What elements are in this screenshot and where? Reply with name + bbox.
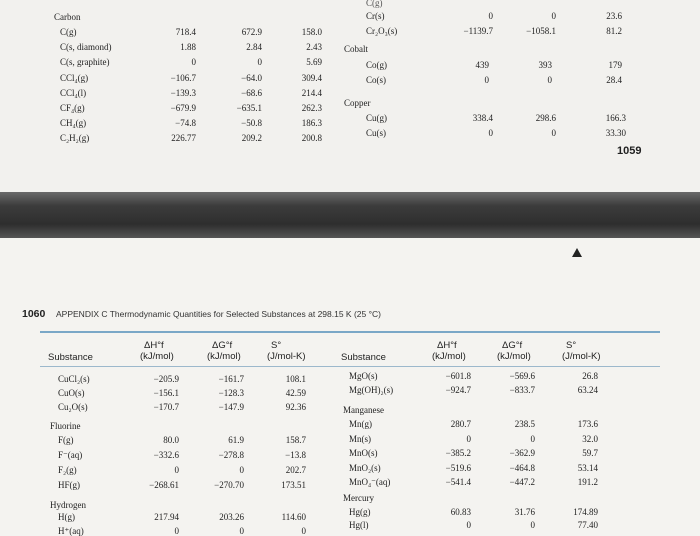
substance-name: Cu₂O(s) [58,402,88,412]
enthalpy-value: 1.88 [180,42,196,53]
gibbs-value: 203.26 [219,512,244,522]
entropy-value: 191.2 [577,477,598,487]
enthalpy-value: −268.61 [149,480,179,490]
entropy-value: 23.6 [606,11,622,21]
gibbs-value: −1058.1 [526,26,556,36]
substance-name: H(g) [58,512,75,522]
substance-name: Cu(s) [366,128,386,138]
gibbs-value: −569.6 [509,371,535,381]
entropy-value: 26.8 [582,371,598,381]
enthalpy-value: −519.6 [445,462,471,473]
substance-name: HF(g) [58,480,80,490]
cut-off-text: C(g) [366,0,383,8]
enthalpy-value: 217.94 [154,512,179,522]
gibbs-value: 31.76 [514,507,535,517]
enthalpy-value: −385.2 [445,448,471,458]
substance-name: CH₄(g) [60,118,87,129]
gibbs-value: 0 [551,128,556,138]
enthalpy-value: −601.8 [445,371,471,381]
substance-name: F(g) [58,435,74,445]
top-page [0,0,700,192]
entropy-value: 174.89 [573,507,598,517]
enthalpy-value: 338.4 [472,113,493,123]
substance-name: Hg(g) [349,507,371,517]
entropy-value: 202.7 [285,465,306,475]
entropy-value: 2.43 [306,42,322,53]
substance-name: Mg(OH)₂(s) [349,385,394,395]
gibbs-value: −635.1 [236,103,262,113]
substance-name: Co(s) [366,75,386,85]
enthalpy-value: 718.4 [175,27,196,37]
cobalt-group-label: Cobalt [344,44,368,54]
enthalpy-value: 0 [488,128,493,138]
enthalpy-value: 0 [466,433,471,444]
substance-name: CF₄(g) [60,103,85,113]
substance-name: C(s, diamond) [60,42,112,53]
substance-name: H⁺(aq) [58,526,84,536]
cursor-arrow-icon [572,248,582,257]
enthalpy-value: −205.9 [153,374,179,384]
copper-group-label: Copper [344,98,371,108]
col-header-dh-2: ΔH°f [437,340,457,351]
gibbs-value: 672.9 [241,27,262,37]
bottom-page [0,238,700,536]
substance-name: C(g) [60,27,77,37]
enthalpy-value: 0 [191,57,196,68]
entropy-value: 200.8 [301,133,322,144]
page-number-1059: 1059 [617,145,642,157]
col-header-s-2: S° [566,340,577,351]
enthalpy-value: 80.0 [163,435,179,445]
substance-name: CuCl₂(s) [58,374,90,384]
enthalpy-value: −541.4 [445,477,471,487]
col-header-dg-2: ΔG°f [502,340,523,351]
enthalpy-value: 60.83 [450,507,471,517]
substance-name: MnO₄⁻(aq) [349,477,391,487]
col-header-dg-unit: (kJ/mol) [207,351,241,362]
gibbs-value: 393 [538,60,552,70]
header-rule [40,366,660,367]
carbon-group-label: Carbon [54,12,81,22]
col-header-s-unit-2: (J/mol-K) [562,351,601,362]
entropy-value: 166.3 [605,113,626,123]
enthalpy-value: −924.7 [445,385,471,395]
entropy-value: 262.3 [301,103,322,113]
gibbs-value: 0 [239,465,244,475]
enthalpy-value: 0 [484,75,489,85]
substance-name: MnO(s) [349,448,378,458]
gibbs-value: −50.8 [241,118,262,129]
enthalpy-value: −156.1 [153,388,179,398]
substance-name: C(s, graphite) [60,57,110,68]
gibbs-value: 209.2 [241,133,262,144]
gibbs-value: 0 [530,433,535,444]
enthalpy-value: −679.9 [170,103,196,113]
entropy-value: 5.69 [306,57,322,68]
gibbs-value: −278.8 [218,450,244,460]
enthalpy-value: 226.77 [171,133,196,144]
substance-name: MnO₂(s) [349,462,381,473]
substance-name: Cr₂O₃(s) [366,26,398,36]
substance-name: C₂H₂(g) [60,133,90,144]
hydrogen-group-label: Hydrogen [50,500,86,510]
substance-name: Mn(g) [349,419,372,429]
substance-name: CCl₄(l) [60,87,87,98]
enthalpy-value: 0 [466,520,471,530]
gibbs-value: 61.9 [228,435,244,445]
gibbs-value: 0 [530,520,535,530]
entropy-value: 173.6 [577,419,598,429]
gibbs-value: 298.6 [535,113,556,123]
enthalpy-value: 280.7 [450,419,471,429]
entropy-value: 28.4 [606,75,622,85]
table-top-rule [40,331,660,333]
gibbs-value: −270.70 [214,480,244,490]
gibbs-value: −362.9 [509,448,535,458]
col-header-dh-unit-2: (kJ/mol) [432,351,466,362]
entropy-value: 186.3 [301,118,322,129]
substance-name: F⁻(aq) [58,450,83,460]
col-header-dh-unit: (kJ/mol) [140,351,174,362]
gibbs-value: −68.6 [241,87,262,98]
gibbs-value: −447.2 [509,477,535,487]
gibbs-value: 0 [551,11,556,21]
entropy-value: 214.4 [301,87,322,98]
substance-name: CCl₄(g) [60,72,89,83]
col-header-dh: ΔH°f [144,340,164,351]
col-header-s: S° [271,340,282,351]
entropy-value: 63.24 [577,385,598,395]
enthalpy-value: −106.7 [170,72,196,83]
substance-name: Mn(s) [349,433,371,444]
page-number-1060: 1060 [22,308,46,320]
gibbs-value: −64.0 [241,72,262,83]
enthalpy-value: −170.7 [153,402,179,412]
entropy-value: 108.1 [285,374,306,384]
enthalpy-value: −139.3 [170,87,196,98]
substance-name: F₂(g) [58,465,77,475]
entropy-value: 77.40 [577,520,598,530]
entropy-value: 114.60 [281,512,306,522]
col-header-substance: Substance [48,352,93,363]
col-header-dg-unit-2: (kJ/mol) [497,351,531,362]
entropy-value: 158.7 [285,435,306,445]
substance-name: Cr(s) [366,11,385,21]
enthalpy-value: 0 [488,11,493,21]
entropy-value: 33.30 [605,128,626,138]
enthalpy-value: 0 [174,526,179,536]
entropy-value: 158.0 [301,27,322,37]
enthalpy-value: 0 [174,465,179,475]
enthalpy-value: −1139.7 [463,26,493,36]
gibbs-value: −161.7 [218,374,244,384]
col-header-substance-2: Substance [341,352,386,363]
entropy-value: 173.51 [281,480,306,490]
gibbs-value: 0 [257,57,262,68]
running-head: APPENDIX C Thermodynamic Quantities for Selected Substances at 298.15 K (25 °C) [56,309,381,319]
entropy-value: 309.4 [301,72,322,83]
entropy-value: 81.2 [606,26,622,36]
page-gap [0,192,700,238]
substance-name: Co(g) [366,60,387,70]
substance-name: MgO(s) [349,371,378,381]
col-header-dg: ΔG°f [212,340,233,351]
entropy-value: 0 [301,526,306,536]
entropy-value: 179 [608,60,622,70]
enthalpy-value: −74.8 [175,118,196,129]
entropy-value: 92.36 [285,402,306,412]
manganese-group-label: Manganese [343,405,384,415]
enthalpy-value: 439 [475,60,489,70]
substance-name: Cu(g) [366,113,387,123]
gibbs-value: −464.8 [509,462,535,473]
entropy-value: 53.14 [577,462,598,473]
substance-name: Hg(l) [349,520,369,530]
entropy-value: 32.0 [582,433,598,444]
gibbs-value: −147.9 [218,402,244,412]
gibbs-value: 2.84 [246,42,262,53]
fluorine-group-label: Fluorine [50,421,81,431]
col-header-s-unit: (J/mol-K) [267,351,306,362]
entropy-value: −13.8 [285,450,306,460]
gibbs-value: 0 [547,75,552,85]
gibbs-value: −833.7 [509,385,535,395]
gibbs-value: 238.5 [514,419,535,429]
substance-name: CuO(s) [58,388,85,398]
entropy-value: 59.7 [582,448,598,458]
enthalpy-value: −332.6 [153,450,179,460]
mercury-group-label: Mercury [343,493,374,503]
gibbs-value: 0 [239,526,244,536]
gibbs-value: −128.3 [218,388,244,398]
entropy-value: 42.59 [285,388,306,398]
